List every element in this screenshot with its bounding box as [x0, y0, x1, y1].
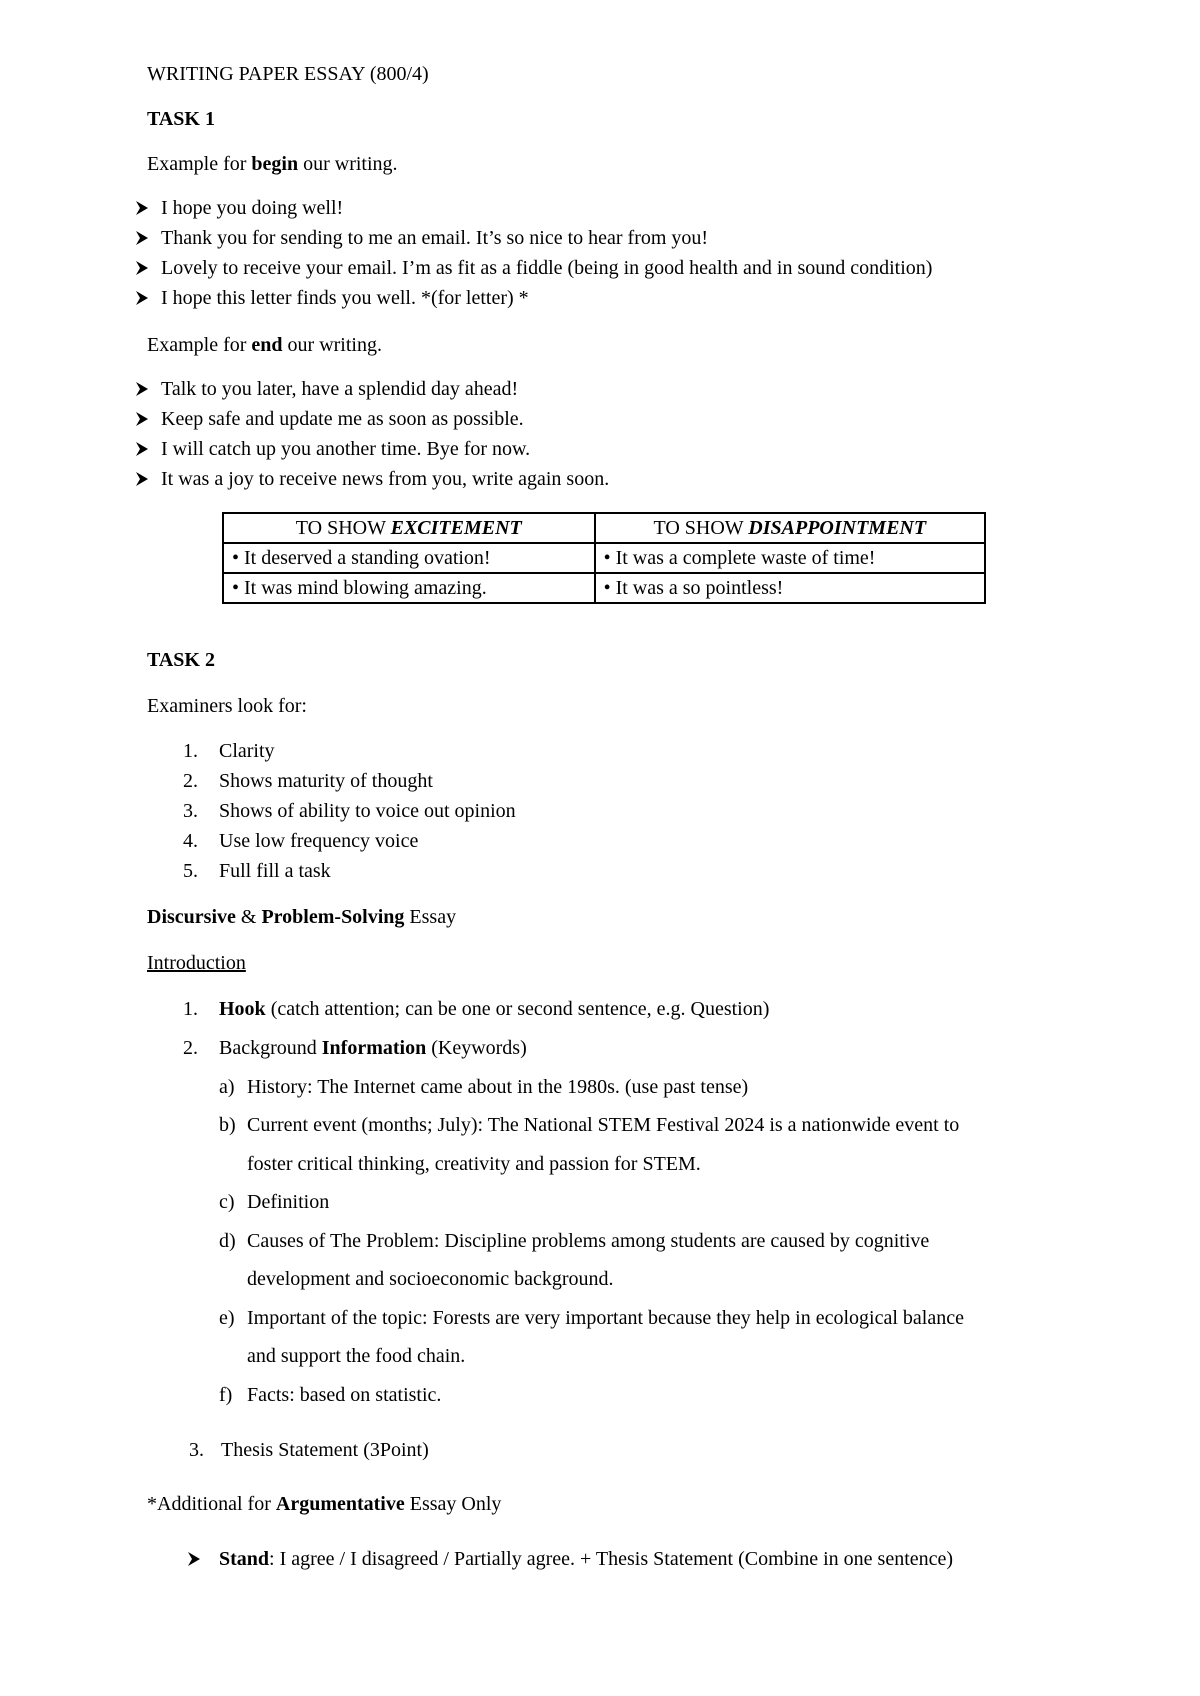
essay-type-suffix: Essay	[404, 906, 457, 928]
list-number: 1.	[183, 998, 198, 1020]
intro-item-background	[219, 1036, 527, 1060]
arrow-bullet-icon	[134, 411, 150, 427]
table-row	[223, 573, 985, 603]
hook-bold: Hook	[219, 998, 266, 1020]
table-header-disappointment	[595, 513, 985, 543]
hook-rest: (catch attention; can be one or second sentence, e.g. Question)	[265, 998, 770, 1020]
sub-item: Facts: based on statistic.	[247, 1384, 442, 1406]
essay-type-discursive: Discursive	[147, 906, 236, 928]
list-item: I hope this letter finds you well. *(for letter) *	[161, 287, 529, 309]
examiners-label: Examiners look for:	[147, 695, 307, 717]
list-number: 1.	[183, 740, 198, 762]
table-cell: • It was a so pointless!	[595, 573, 985, 603]
table-cell: • It was a complete waste of time!	[595, 543, 985, 573]
sub-item-continuation: foster critical thinking, creativity and passion for STEM.	[247, 1153, 701, 1175]
sub-item: Causes of The Problem: Discipline problems among students are caused by cognitive	[247, 1230, 930, 1252]
end-label-suffix: our writing.	[282, 334, 382, 356]
list-item: Shows maturity of thought	[219, 770, 433, 792]
list-number: 3.	[189, 1439, 204, 1461]
list-item: Clarity	[219, 740, 275, 762]
intro-item-hook	[219, 997, 769, 1021]
background-pre: Background	[219, 1037, 322, 1059]
sub-letter: b)	[219, 1114, 236, 1136]
list-item: I hope you doing well!	[161, 197, 344, 219]
table-cell: • It deserved a standing ovation!	[223, 543, 595, 573]
task1-begin-label	[147, 152, 398, 176]
introduction-heading: Introduction	[147, 952, 246, 974]
table-header-row	[223, 513, 985, 543]
arrow-bullet-icon	[134, 381, 150, 397]
stand-rest: : I agree / I disagreed / Partially agree. + Thesis Statement (Combine in one sentence)	[269, 1548, 954, 1570]
header-prefix: TO SHOW	[295, 516, 391, 539]
sub-item: Current event (months; July): The National STEM Festival 2024 is a nationwide event to	[247, 1114, 960, 1136]
begin-label-bold: begin	[251, 153, 299, 175]
list-item: It was a joy to receive news from you, write again soon.	[161, 468, 610, 490]
table-row	[223, 543, 985, 573]
sub-letter: f)	[219, 1384, 233, 1406]
expressions-table	[222, 512, 986, 604]
arrow-bullet-icon	[134, 471, 150, 487]
stand-item	[219, 1547, 953, 1571]
table-cell: • It was mind blowing amazing.	[223, 573, 595, 603]
begin-label-suffix: our writing.	[298, 153, 398, 175]
list-item: Lovely to receive your email. I’m as fit as a fiddle (being in good health and in sound condition)	[161, 257, 933, 279]
document-title: WRITING PAPER ESSAY (800/4)	[147, 63, 429, 85]
list-item: Use low frequency voice	[219, 830, 419, 852]
list-number: 3.	[183, 800, 198, 822]
list-item: Keep safe and update me as soon as possible.	[161, 408, 524, 430]
sub-item: History: The Internet came about in the 1980s. (use past tense)	[247, 1076, 749, 1098]
sub-letter: e)	[219, 1307, 235, 1329]
header-emphasis: EXCITEMENT	[390, 516, 522, 539]
list-number: 5.	[183, 860, 198, 882]
background-bold: Information	[321, 1037, 427, 1059]
header-prefix: TO SHOW	[653, 516, 749, 539]
arrow-bullet-icon	[186, 1551, 202, 1567]
sub-letter: a)	[219, 1076, 235, 1098]
essay-type-heading	[147, 905, 456, 929]
additional-prefix: *Additional for	[147, 1493, 276, 1515]
list-item: I will catch up you another time. Bye for now.	[161, 438, 531, 460]
list-number: 2.	[183, 770, 198, 792]
sub-letter: c)	[219, 1191, 235, 1213]
essay-type-amp: &	[235, 906, 262, 928]
sub-item: Important of the topic: Forests are very important because they help in ecological balance	[247, 1307, 964, 1329]
essay-type-problem-solving: Problem-Solving	[261, 906, 405, 928]
sub-item-continuation: development and socioeconomic background.	[247, 1268, 614, 1290]
task1-heading: TASK 1	[147, 108, 215, 130]
sub-letter: d)	[219, 1230, 236, 1252]
sub-item: Definition	[247, 1191, 330, 1213]
sub-item-continuation: and support the food chain.	[247, 1345, 466, 1367]
arrow-bullet-icon	[134, 200, 150, 216]
list-item: Talk to you later, have a splendid day ahead!	[161, 378, 519, 400]
list-item: Full fill a task	[219, 860, 331, 882]
additional-note	[147, 1492, 501, 1516]
list-item: Thank you for sending to me an email. It’s so nice to hear from you!	[161, 227, 709, 249]
list-number: 4.	[183, 830, 198, 852]
begin-label-prefix: Example for	[147, 153, 252, 175]
end-label-bold: end	[251, 334, 283, 356]
header-emphasis: DISAPPOINTMENT	[748, 516, 927, 539]
task1-end-label	[147, 333, 382, 357]
additional-bold: Argumentative	[275, 1493, 405, 1515]
list-item: Shows of ability to voice out opinion	[219, 800, 516, 822]
additional-suffix: Essay Only	[404, 1493, 502, 1515]
arrow-bullet-icon	[134, 230, 150, 246]
task2-heading: TASK 2	[147, 649, 215, 671]
background-rest: (Keywords)	[426, 1037, 527, 1059]
intro-item-thesis: Thesis Statement (3Point)	[221, 1439, 429, 1461]
arrow-bullet-icon	[134, 441, 150, 457]
stand-bold: Stand	[219, 1548, 270, 1570]
arrow-bullet-icon	[134, 290, 150, 306]
table-header-excitement	[223, 513, 595, 543]
arrow-bullet-icon	[134, 260, 150, 276]
end-label-prefix: Example for	[147, 334, 252, 356]
list-number: 2.	[183, 1037, 198, 1059]
